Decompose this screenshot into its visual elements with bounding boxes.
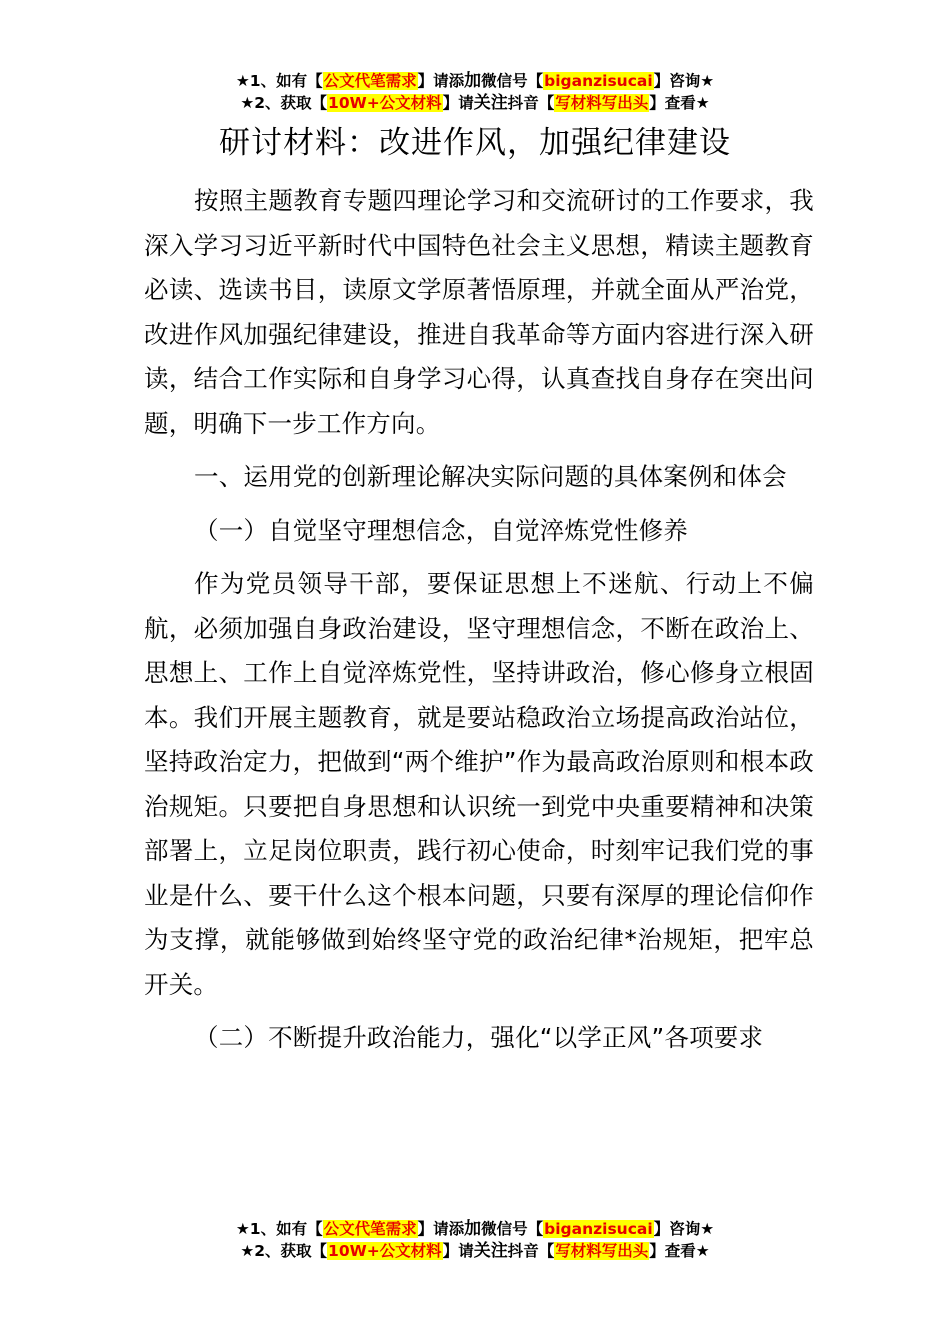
banner-emphasis: 关注	[473, 93, 508, 113]
banner-highlight: 公文代笔需求	[323, 1220, 417, 1238]
header-banner-line-2	[0, 92, 950, 114]
banner-highlight: biganzisucai	[544, 72, 653, 90]
banner-highlight: 公文代笔需求	[323, 72, 417, 90]
section-heading-1: 一、运用党的创新理论解决实际问题的具体案例和体会	[194, 462, 787, 491]
banner-text: 】请	[442, 1242, 474, 1260]
star-icon: ★	[700, 72, 715, 90]
banner-text: 】请添	[417, 72, 465, 90]
banner-text: 】请	[442, 94, 474, 112]
banner-text: 】请添	[417, 1220, 465, 1238]
document-body	[144, 179, 814, 1061]
banner-highlight: 写材料写出头	[555, 94, 649, 112]
banner-highlight: 10W+公文材料	[328, 1242, 442, 1260]
banner-highlight: biganzisucai	[544, 1220, 653, 1238]
subsection-heading-1: （一）自觉坚守理想信念，自觉淬炼党性修养	[194, 515, 688, 545]
banner-text: 2、获取【	[254, 1242, 328, 1260]
star-icon: ★	[240, 94, 255, 112]
banner-highlight: 写材料写出头	[555, 1242, 649, 1260]
banner-text: 】查看	[649, 94, 696, 112]
banner-text: 1、如有【	[249, 1220, 323, 1238]
star-icon: ★	[240, 1242, 255, 1260]
paragraph-body-1: 作为党员领导干部，要保证思想上不迷航、行动上不偏航，必须加强自身政治建设，坚守理想信念，不断在政治上、思想上、工作上自觉淬炼党性，坚持讲政治，修心修身立根固本。我们开展主题教育，就是要站稳政治立场提高政治站位，坚持政治定力，把做到“两个维护”作为最高政治原则和根本政治规矩。只要把自身思想和认识统一到党中央重要精神和决策部署上，立足岗位职责，践行初心使命，时刻牢记我们党的事业是什么、要干什么这个根本问题，只要有深厚的理论信仰作为支撑，就能够做到始终坚守党的政治纪律*治规矩，把牢总开关。	[144, 569, 814, 999]
star-icon: ★	[695, 94, 710, 112]
banner-text: 微信号【	[481, 1220, 544, 1238]
star-icon: ★	[700, 1220, 715, 1238]
banner-text: 抖音【	[507, 94, 555, 112]
header-banner-line-1	[0, 70, 950, 92]
banner-text: 微信号【	[481, 72, 544, 90]
banner-text: 1、如有【	[249, 72, 323, 90]
document-title: 研讨材料：改进作风，加强纪律建设	[219, 125, 731, 161]
footer-banner-line-1	[0, 1218, 950, 1240]
banner-emphasis: 加	[464, 1219, 482, 1239]
footer-banner	[0, 1218, 950, 1262]
footer-banner-line-2	[0, 1240, 950, 1262]
banner-highlight: 10W+公文材料	[328, 94, 442, 112]
banner-text: 2、获取【	[254, 94, 328, 112]
banner-text: 】咨询	[653, 72, 701, 90]
banner-text: 抖音【	[507, 1242, 555, 1260]
banner-emphasis: 加	[464, 71, 482, 91]
header-banner	[0, 70, 950, 114]
subsection-heading-2: （二）不断提升政治能力，强化“以学正风”各项要求	[194, 1023, 764, 1052]
banner-text: 】咨询	[653, 1220, 701, 1238]
paragraph-intro: 按照主题教育专题四理论学习和交流研讨的工作要求，我深入学习习近平新时代中国特色社会主义思想，精读主题教育必读、选读书目，读原文学原著悟原理，并就全面从严治党，改进作风加强纪律建设，推进自我革命等方面内容进行深入研读，结合工作实际和自身学习心得，认真查找自身存在突出问题，明确下一步工作方向。	[144, 186, 814, 438]
star-icon: ★	[235, 1220, 250, 1238]
banner-text: 】查看	[649, 1242, 696, 1260]
star-icon: ★	[235, 72, 250, 90]
banner-emphasis: 关注	[473, 1241, 508, 1261]
star-icon: ★	[695, 1242, 710, 1260]
